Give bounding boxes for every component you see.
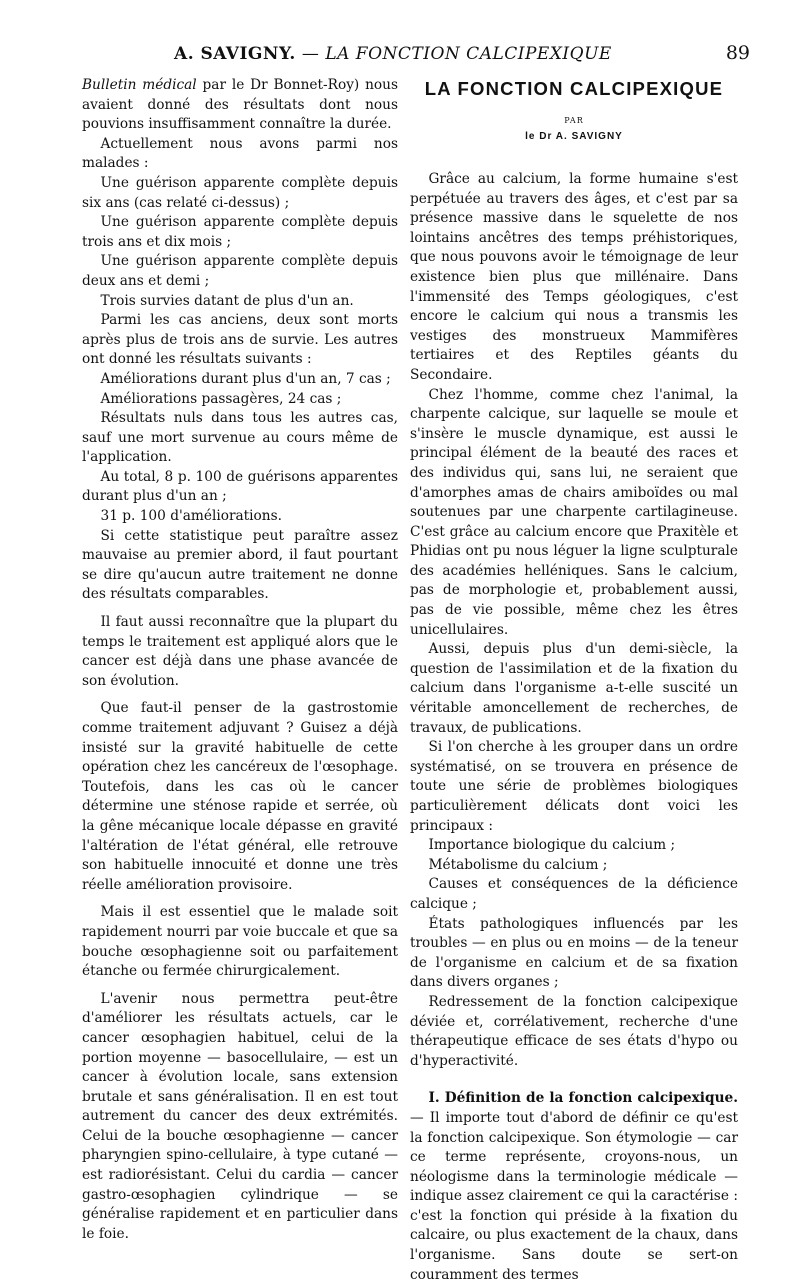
paragraph: L'avenir nous permettra peut-être d'améliorer les résultats actuels, car le cancer œsophagien habituel, celui de la portion moyenne — basocellulaire, — est un cancer à évolution locale, sans extension brutale et sans généralisation. Il en est tout autrement du cancer des deux extrémités. Celui de la bouche œsophagienne — cancer pharyngien spino-cellulaire, à type cutané — est radiorésistant. Celui du cardia — cancer gastro-œsophagien cylindrique — se généralise rapidement et en particulier dans le foie. xyxy=(82,990,398,1242)
page-number: 89 xyxy=(725,42,750,64)
paragraph: Actuellement nous avons parmi nos malades : xyxy=(82,135,398,172)
running-title xyxy=(174,44,612,64)
list-item: États pathologiques influencés par les troubles — en plus ou en moins — de la teneur de l'organisme en calcium et de sa fixation dans divers organes ; xyxy=(410,915,738,991)
running-header xyxy=(82,44,750,68)
right-column xyxy=(410,76,738,1285)
byline-par: PAR xyxy=(564,116,584,125)
list-item: Importance biologique du calcium ; xyxy=(428,837,676,854)
running-author: A. SAVIGNY. xyxy=(174,44,296,64)
paragraph: Si l'on cherche à les grouper dans un ordre systématisé, on se trouvera en présence de toute une série de problèmes biologiques particulièrement délicats dont voici les principaux : xyxy=(410,739,738,834)
list-item: Une guérison apparente complète depuis trois ans et dix mois ; xyxy=(82,214,398,250)
list-item: Améliorations durant plus d'un an, 7 cas ; xyxy=(100,370,391,387)
paragraph: Il faut aussi reconnaître que la plupart du temps le traitement est appliqué alors que le cancer est déjà dans une phase avancée de son évolution. xyxy=(82,614,398,689)
paragraph: Parmi les cas anciens, deux sont morts après plus de trois ans de survie. Les autres ont donné les résultats suivants : xyxy=(82,312,398,368)
paragraph: Aussi, depuis plus d'un demi-siècle, la question de l'assimilation et de la fixation du calcium dans l'organisme a-t-elle suscité un véritable amoncellement de recherches, de travaux, de publications. xyxy=(410,641,738,736)
paragraph: Résultats nuls dans tous les autres cas, sauf une mort survenue au cours même de l'application. xyxy=(82,410,398,466)
list-item: Une guérison apparente complète depuis deux ans et demi ; xyxy=(82,253,398,289)
running-dash: — xyxy=(301,44,320,64)
paragraph: Si cette statistique peut paraître assez mauvaise au premier abord, il faut pourtant se dire qu'aucun autre traitement ne donne des résultats comparables. xyxy=(82,527,398,603)
article-title: LA FONCTION CALCIPEXIQUE xyxy=(424,78,724,99)
article-author: le Dr A. SAVIGNY xyxy=(525,131,623,142)
section-heading: I. Définition de la fonction calcipexique. xyxy=(428,1090,738,1107)
journal-reference: Bulletin médical xyxy=(82,77,197,93)
paragraph: Grâce au calcium, la forme humaine s'est perpétuée au travers des âges, et c'est par sa présence massive dans le squelette de nos lointains ancêtres des temps préhistoriques, que nous pouvons avoir le témoignage de leur existence bien plus que millénaire. Dans l'immensité des Temps géologiques, c'est encore le calcium qui nous a transmis les vestiges des monstrueux Mammifères tertiaires et des Reptiles géants du Secondaire. xyxy=(410,171,738,383)
list-item: Une guérison apparente complète depuis six ans (cas relaté ci-dessus) ; xyxy=(82,174,398,211)
running-article-title: LA FONCTION CALCIPEXIQUE xyxy=(325,44,612,64)
paragraph: 31 p. 100 d'améliorations. xyxy=(100,508,282,525)
list-item: Trois survies datant de plus d'un an. xyxy=(100,292,354,309)
list-item: Causes et conséquences de la déficience calcique ; xyxy=(410,876,738,912)
list-item: Métabolisme du calcium ; xyxy=(428,856,608,873)
list-item: Redressement de la fonction calcipexique déviée et, corrélativement, recherche d'une thérapeutique efficace de ses états d'hypo ou d'hyperactivité. xyxy=(410,993,738,1069)
list-item: Améliorations passagères, 24 cas ; xyxy=(100,390,342,407)
paragraph xyxy=(82,76,398,135)
left-column xyxy=(82,76,398,1244)
paragraph-text: — Il importe tout d'abord de définir ce qu'est la fonction calcipexique. Son étymologie — car ce terme représente, croyons-nous, un néologisme dans la terminologie médicale — indique assez clairement ce qui la caractérise : c'est la fonction qui préside à la fixation du calcaire, ou plus exactement de la chaux, dans l'organisme. Sans doute se sert-on couramment des termes xyxy=(410,1109,738,1283)
paragraph: Au total, 8 p. 100 de guérisons apparentes durant plus d'un an ; xyxy=(82,468,398,505)
paragraph xyxy=(410,1089,738,1285)
paragraph: Que faut-il penser de la gastrostomie comme traitement adjuvant ? Guisez a déjà insisté sur la gravité habituelle de cette opération chez les cancéreux de l'œsophage. Toutefois, dans les cas où le cancer détermine une sténose rapide et serrée, où la gêne mécanique locale dépasse en gravité l'altération de l'état général, elle retrouve son habituelle innocuité et donne une très réelle amélioration provisoire. xyxy=(82,700,398,893)
paragraph: Chez l'homme, comme chez l'animal, la charpente calcique, sur laquelle se moule et s'insère le muscle dynamique, est aussi le principal élément de la beauté des races et des individus qui, sans lui, ne seraient que d'amorphes amas de chairs amiboïdes ou mal soutenues par une charpente cartilagineuse. C'est grâce au calcium encore que Praxitèle et Phidias ont pu nous léguer la ligne sculpturale des académies helléniques. Sans le calcium, pas de morphologie et, probablement aussi, pas de vie possible, même chez les êtres unicellulaires. xyxy=(410,386,738,638)
paragraph: Mais il est essentiel que le malade soit rapidement nourri par voie buccale et que sa bouche œsophagienne soit ou parfaitement étanche ou fermée chirurgicalement. xyxy=(82,904,398,980)
paragraph-text: par le Dr Bonnet-Roy) nous avaient donné des résultats dont nous pouvions insuffisamment connaître la durée. xyxy=(82,77,398,133)
